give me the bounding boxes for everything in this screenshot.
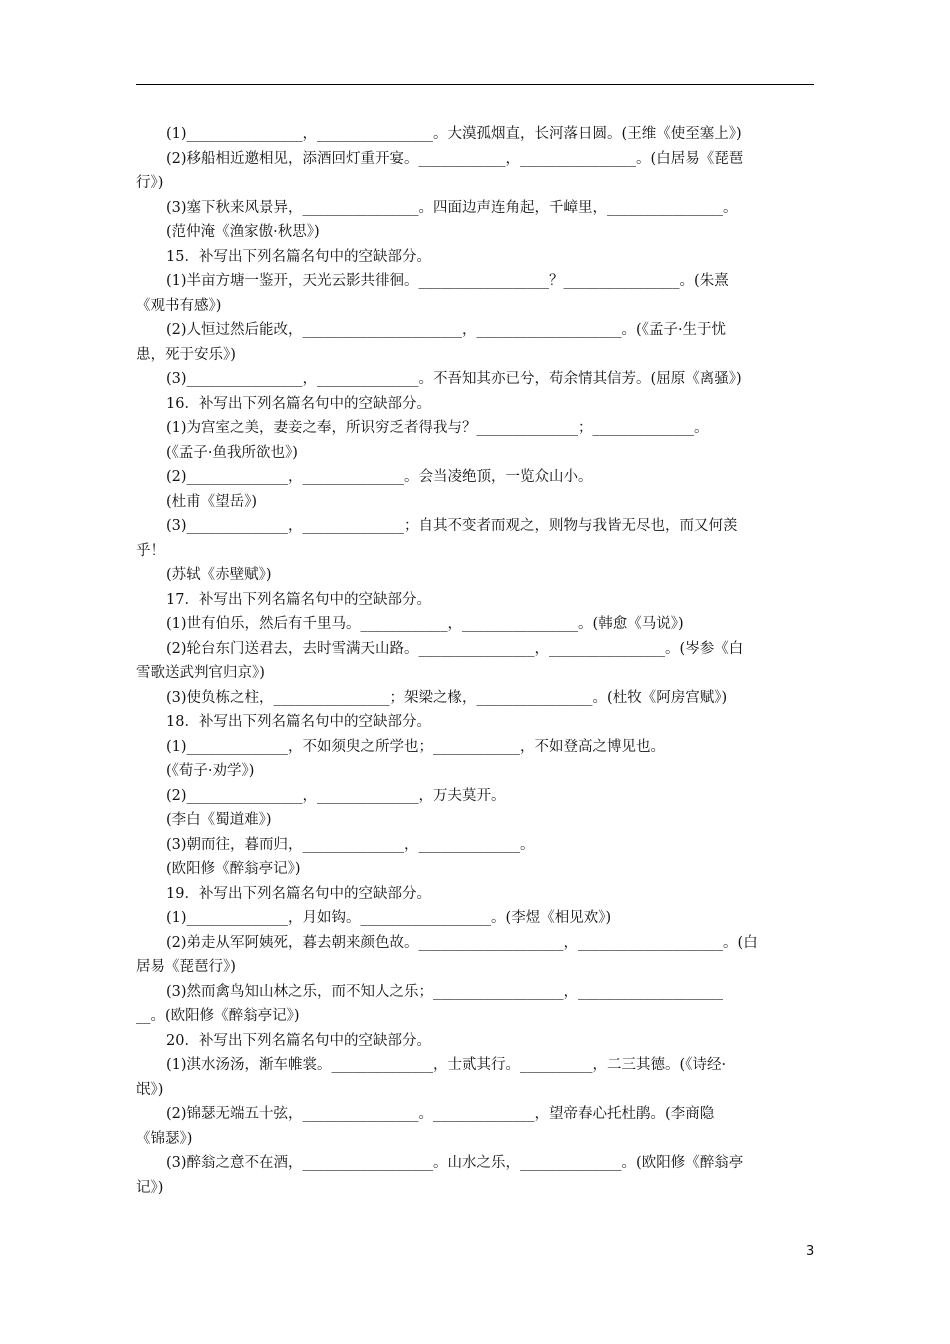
page-number: 3 [806, 1244, 815, 1259]
text-line: (《荀子·劝学》) [166, 763, 255, 779]
text-line: 患，死于安乐》) [136, 346, 236, 363]
text-line: (2)锦瑟无端五十弦，________________。______________，望帝春心托杜鹃。(李商隐 [166, 1106, 715, 1122]
question-heading: 16．补写出下列名篇名句中的空缺部分。 [166, 395, 431, 412]
text-line: (1)______________，月如钩。__________________。(李煜《相见欢》) [166, 910, 612, 926]
text-line: (3)塞下秋来风景异，________________。四面边声连角起，千嶂里，________________。 [166, 199, 738, 216]
header-rule [136, 84, 814, 85]
question-heading: 19．补写出下列名篇名句中的空缺部分。 [166, 885, 431, 902]
text-line: (《孟子·鱼我所欲也》) [166, 444, 298, 461]
text-line: 居易《琵琶行》) [136, 959, 236, 975]
text-line: (2)移船相近邀相见，添酒回灯重开宴。____________，________________。(白居易《琵琶 [166, 150, 744, 167]
text-line: 氓》) [136, 1081, 164, 1098]
text-line: (1)为宫室之美，妻妾之奉，所识穷乏者得我与？______________；______________。 [166, 420, 709, 436]
question-heading: 18．补写出下列名篇名句中的空缺部分。 [166, 714, 431, 730]
text-line: (2)弟走从军阿姨死，暮去朝来颜色故。____________________，____________________。(白 [166, 934, 758, 951]
text-line: 行》) [136, 175, 164, 191]
text-line: (李白《蜀道难》) [166, 812, 272, 828]
text-line: (3)使负栋之柱，________________；架梁之椽，________________。(杜牧《阿房宫赋》) [166, 689, 728, 706]
text-line: 《观书有感》) [136, 297, 222, 314]
text-line: (1)半亩方塘一鉴开，天光云影共徘徊。__________________？________________。(朱熹 [166, 273, 729, 289]
text-line: (3)然而禽鸟知山林之乐，而不知人之乐；__________________，____________________ [166, 983, 724, 1000]
exercise-body [136, 122, 816, 1200]
text-line: 记》) [136, 1179, 164, 1196]
text-line: (1)______________，不如须臾之所学也；____________，不如登高之博见也。 [166, 738, 666, 755]
text-line: 雪歌送武判官归京》) [136, 665, 265, 681]
text-line: (1)世有伯乐，然后有千里马。____________，________________。(韩愈《马说》) [166, 616, 684, 632]
text-line: (苏轼《赤壁赋》) [166, 567, 272, 583]
text-line: (范仲淹《渔家傲·秋思》) [166, 224, 320, 240]
text-line: (杜甫《望岳》) [166, 493, 258, 510]
text-line: (1)淇水汤汤，渐车帷裳。______________，士贰其行。__________，二三其德。(《诗经· [166, 1057, 727, 1073]
text-line: (欧阳修《醉翁亭记》) [166, 861, 301, 877]
question-heading: 17．补写出下列名篇名句中的空缺部分。 [166, 591, 431, 608]
question-heading: 20．补写出下列名篇名句中的空缺部分。 [166, 1032, 431, 1049]
text-line: (1)________________，________________。大漠孤烟直，长河落日圆。(王维《使至塞上》) [166, 126, 742, 142]
text-line: __。(欧阳修《醉翁亭记》) [136, 1008, 300, 1024]
text-line: (2)______________，______________。会当凌绝顶，一览众山小。 [166, 469, 593, 485]
text-line: (2)________________，______________，万夫莫开。 [166, 787, 506, 804]
text-line: (3)______________，______________；自其不变者而观之，则物与我皆无尽也，而又何羡 [166, 518, 738, 534]
text-line: (3)醉翁之意不在酒，__________________。山水之乐，______________。(欧阳修《醉翁亭 [166, 1155, 744, 1171]
question-heading: 15．补写出下列名篇名句中的空缺部分。 [166, 248, 431, 265]
text-line: (2)轮台东门送君去，去时雪满天山路。________________，________________。(岑参《白 [166, 640, 744, 657]
text-line: 《锦瑟》) [136, 1130, 193, 1147]
text-line: (3)朝而往，暮而归，______________，______________。 [166, 836, 535, 853]
text-line: (2)人恒过然后能改，______________________，____________________。(《孟子·生于忧 [166, 322, 727, 338]
text-line: (3)________________，______________。不吾知其亦已兮，苟余情其信芳。(屈原《离骚》) [166, 371, 742, 387]
text-line: 乎！ [136, 542, 165, 559]
